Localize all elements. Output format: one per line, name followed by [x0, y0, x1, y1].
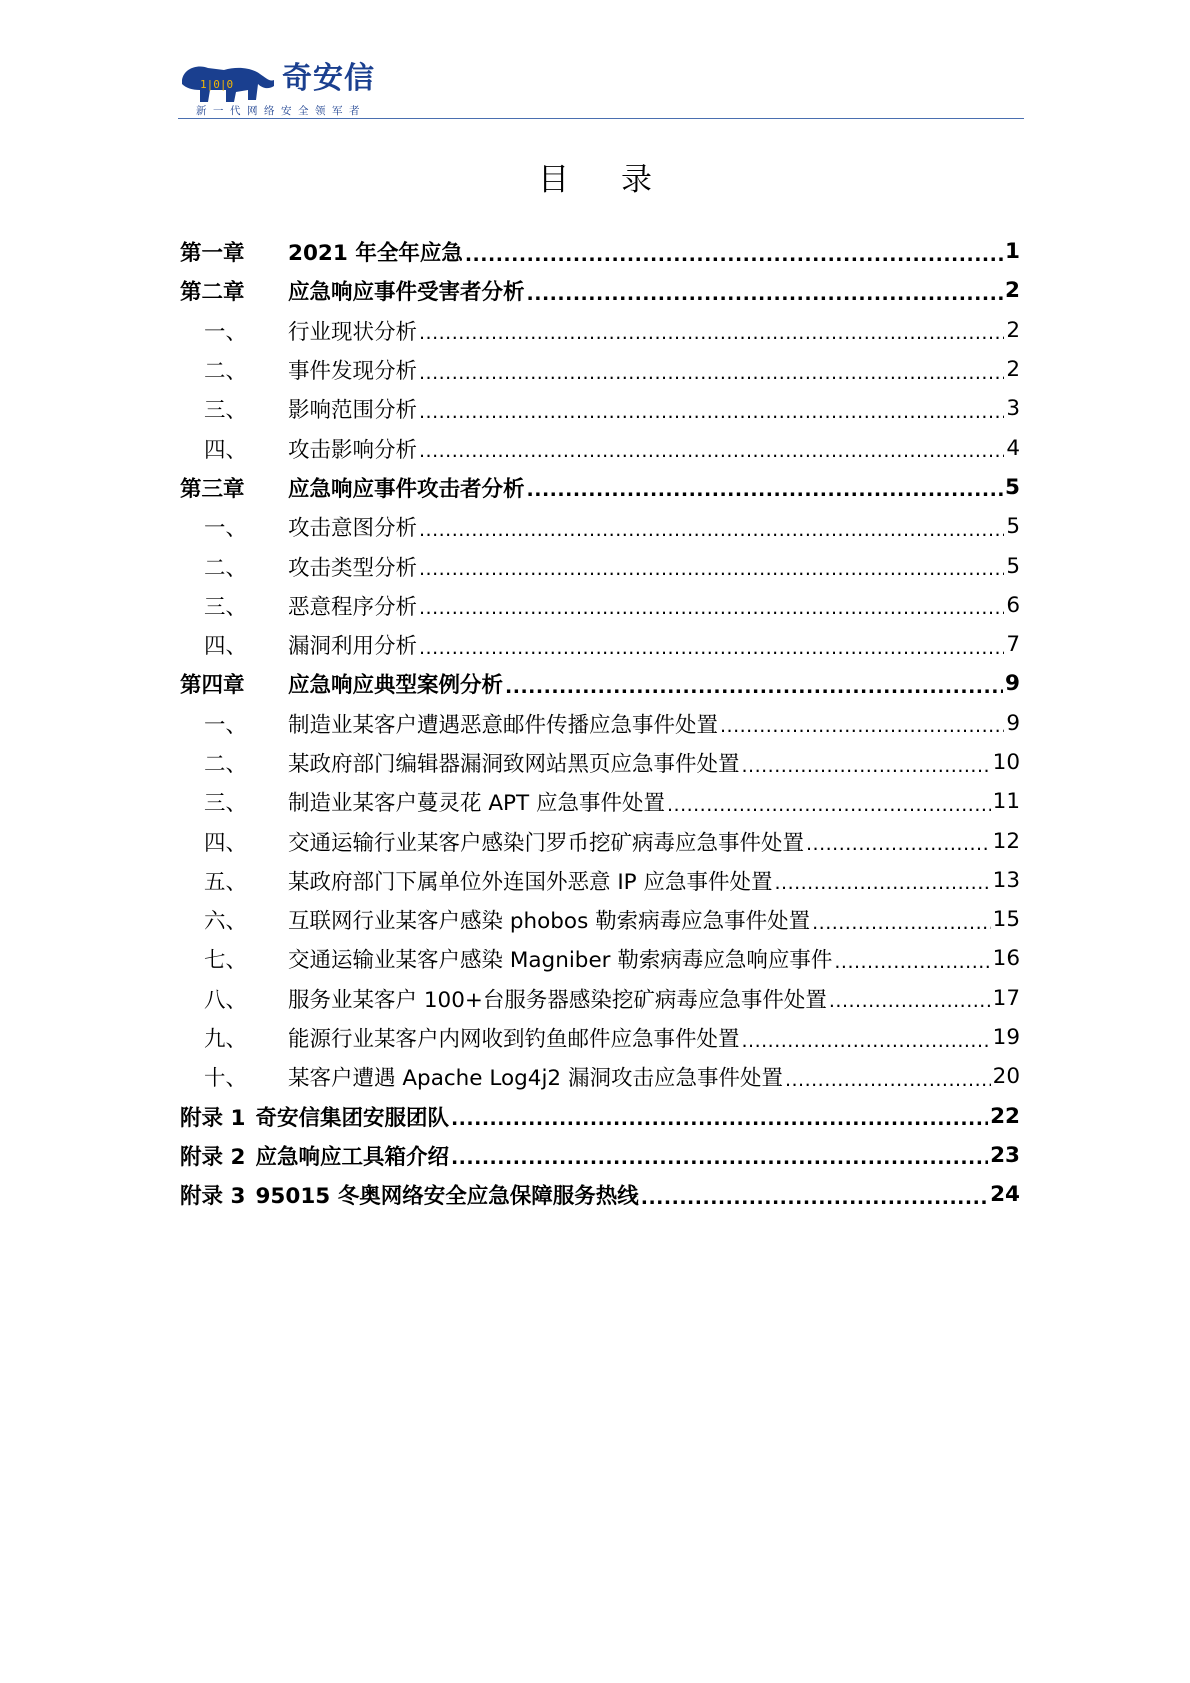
toc-entry[interactable] [180, 1057, 1020, 1096]
toc-entry-label: 三、 [204, 791, 248, 817]
toc-dot-leader [419, 635, 1004, 659]
toc-entry[interactable] [180, 1097, 1020, 1136]
toc-entry-label: 九、 [204, 1027, 248, 1053]
toc-entry[interactable] [180, 428, 1020, 467]
toc-entry-title: 95015 冬奥网络安全应急保障服务热线 [255, 1184, 639, 1210]
toc-dot-leader [419, 399, 1004, 423]
header-divider [178, 118, 1024, 119]
toc-entry[interactable] [180, 664, 1020, 703]
toc-entry-label: 二、 [204, 752, 248, 777]
toc-entry[interactable] [180, 900, 1020, 939]
toc-dot-leader [667, 792, 991, 816]
toc-entry-page: 5 [1006, 553, 1020, 579]
toc-entry-title: 恶意程序分析 [288, 594, 418, 620]
toc-entry-title: 交通运输业某客户感染 Magniber 勒索病毒应急响应事件 [288, 948, 833, 974]
toc-entry-title: 应急响应典型案例分析 [288, 673, 504, 699]
toc-entry-label: 二、 [204, 555, 248, 581]
toc-entry-title: 某政府部门下属单位外连国外恶意 IP 应急事件处置 [288, 869, 773, 895]
toc-entry-label: 十、 [204, 1066, 248, 1092]
toc-dot-leader [742, 1028, 991, 1052]
toc-entry-page: 19 [992, 1025, 1020, 1051]
toc-entry-page: 2 [1006, 357, 1020, 383]
toc-entry[interactable] [180, 1175, 1020, 1214]
toc-dot-leader [641, 1185, 988, 1209]
toc-entry-label: 三、 [204, 594, 248, 620]
toc-dot-leader [527, 477, 1004, 501]
toc-dot-leader [812, 910, 991, 934]
toc-entry[interactable] [180, 979, 1020, 1018]
toc-dot-leader [451, 1106, 988, 1130]
toc-dot-leader [829, 988, 991, 1012]
toc-entry-title: 攻击意图分析 [288, 516, 418, 542]
toc-entry-page: 7 [1006, 632, 1020, 658]
toc-entry-page: 4 [1006, 435, 1020, 461]
toc-entry-title: 某政府部门编辑器漏洞致网站黑页应急事件处置 [288, 752, 740, 777]
toc-entry[interactable] [180, 861, 1020, 900]
toc-entry-page: 20 [992, 1064, 1020, 1090]
toc-entry-title: 互联网行业某客户感染 phobos 勒索病毒应急事件处置 [288, 909, 811, 935]
toc-entry-title: 某客户遭遇 Apache Log4j2 漏洞攻击应急事件处置 [288, 1066, 783, 1092]
toc-entry-label: 五、 [204, 869, 248, 895]
logo-digits: 1|0|0 [200, 78, 234, 91]
toc-dot-leader [834, 949, 990, 973]
toc-entry[interactable] [180, 311, 1020, 350]
toc-entry[interactable] [180, 1018, 1020, 1057]
toc-entry-title: 2021 年全年应急 [288, 241, 463, 267]
toc-entry[interactable] [180, 782, 1020, 821]
table-of-contents [180, 232, 1020, 1214]
toc-dot-leader [527, 281, 1004, 305]
brand-slogan: 新一代网络安全领军者 [196, 105, 366, 117]
toc-entry[interactable] [180, 939, 1020, 978]
toc-dot-leader [419, 517, 1004, 541]
toc-dot-leader [419, 556, 1004, 580]
toc-entry-page: 3 [1006, 396, 1020, 422]
toc-entry-label: 附录 3 [180, 1184, 246, 1210]
toc-entry-label: 第四章 [180, 673, 245, 699]
toc-entry[interactable] [180, 350, 1020, 389]
toc-dot-leader [419, 320, 1004, 344]
toc-dot-leader [742, 753, 991, 777]
toc-entry-label: 第二章 [180, 280, 245, 306]
toc-entry-title: 能源行业某客户内网收到钓鱼邮件应急事件处置 [288, 1027, 740, 1053]
toc-dot-leader [419, 438, 1004, 462]
toc-entry-page: 16 [992, 946, 1020, 972]
toc-dot-leader [720, 713, 1004, 737]
toc-entry-title: 攻击类型分析 [288, 555, 418, 581]
page-header [178, 56, 1024, 120]
toc-entry[interactable] [180, 271, 1020, 310]
toc-entry-page: 5 [1006, 514, 1020, 540]
toc-entry-label: 第一章 [180, 241, 245, 267]
toc-entry-title: 应急响应事件攻击者分析 [288, 476, 525, 502]
toc-entry[interactable] [180, 743, 1020, 782]
toc-entry-title: 行业现状分析 [288, 319, 418, 345]
toc-entry-label: 六、 [204, 909, 248, 935]
toc-entry-page: 5 [1005, 474, 1020, 500]
toc-entry-page: 1 [1005, 239, 1020, 265]
toc-entry-page: 6 [1006, 592, 1020, 618]
toc-entry-title: 应急响应事件受害者分析 [288, 280, 525, 306]
toc-entry-page: 12 [992, 828, 1020, 854]
toc-entry-page: 22 [990, 1103, 1020, 1129]
toc-entry-page: 2 [1006, 317, 1020, 343]
brand-name: 奇安信 [282, 61, 375, 96]
toc-entry[interactable] [180, 625, 1020, 664]
toc-dot-leader [419, 595, 1004, 619]
toc-entry-title: 漏洞利用分析 [288, 634, 418, 660]
toc-entry[interactable] [180, 704, 1020, 743]
toc-dot-leader [774, 870, 990, 894]
toc-entry-page: 9 [1006, 710, 1020, 736]
toc-dot-leader [451, 1145, 988, 1169]
toc-entry-label: 附录 1 [180, 1105, 246, 1131]
toc-entry-label: 一、 [204, 516, 248, 542]
toc-entry-label: 一、 [204, 712, 248, 738]
toc-entry-title: 影响范围分析 [288, 398, 418, 424]
toc-entry-label: 八、 [204, 987, 248, 1013]
toc-entry[interactable] [180, 1136, 1020, 1175]
toc-entry-title: 服务业某客户 100+台服务器感染挖矿病毒应急事件处置 [288, 987, 827, 1013]
toc-dot-leader [465, 242, 1003, 266]
toc-entry-label: 二、 [204, 359, 248, 385]
toc-dot-leader [806, 831, 991, 855]
toc-dot-leader [505, 674, 1003, 698]
toc-entry-label: 四、 [204, 634, 248, 660]
toc-entry-title: 交通运输行业某客户感染门罗币挖矿病毒应急事件处置 [288, 830, 805, 856]
toc-entry[interactable] [180, 468, 1020, 507]
toc-dot-leader [785, 1067, 991, 1091]
toc-entry[interactable] [180, 821, 1020, 860]
toc-entry-label: 第三章 [180, 476, 245, 502]
toc-entry[interactable] [180, 232, 1020, 271]
leopard-logo-icon [178, 60, 276, 106]
toc-entry-label: 三、 [204, 398, 248, 424]
page-title: 目录 [538, 162, 704, 198]
toc-entry-label: 附录 2 [180, 1144, 246, 1170]
toc-entry-page: 24 [990, 1182, 1020, 1208]
toc-entry-page: 10 [992, 750, 1020, 775]
toc-entry-label: 七、 [204, 948, 248, 974]
toc-entry-title: 事件发现分析 [288, 359, 418, 385]
toc-entry-page: 23 [990, 1142, 1020, 1168]
toc-dot-leader [419, 360, 1004, 384]
toc-entry-page: 9 [1005, 671, 1020, 697]
toc-entry-label: 四、 [204, 830, 248, 856]
toc-entry-page: 13 [992, 867, 1020, 893]
toc-entry-title: 攻击影响分析 [288, 437, 418, 463]
toc-entry-label: 四、 [204, 437, 248, 463]
toc-entry-page: 15 [992, 907, 1020, 933]
toc-entry[interactable] [180, 586, 1020, 625]
toc-entry-title: 制造业某客户蔓灵花 APT 应急事件处置 [288, 791, 665, 817]
toc-entry-label: 一、 [204, 319, 248, 345]
toc-entry-title: 奇安信集团安服团队 [255, 1105, 449, 1131]
toc-entry[interactable] [180, 389, 1020, 428]
toc-entry[interactable] [180, 507, 1020, 546]
toc-entry[interactable] [180, 546, 1020, 585]
toc-entry-page: 11 [992, 789, 1020, 815]
toc-entry-page: 17 [992, 985, 1020, 1011]
toc-entry-title: 应急响应工具箱介绍 [255, 1144, 449, 1170]
toc-entry-page: 2 [1005, 278, 1020, 304]
toc-entry-title: 制造业某客户遭遇恶意邮件传播应急事件处置 [288, 712, 719, 738]
